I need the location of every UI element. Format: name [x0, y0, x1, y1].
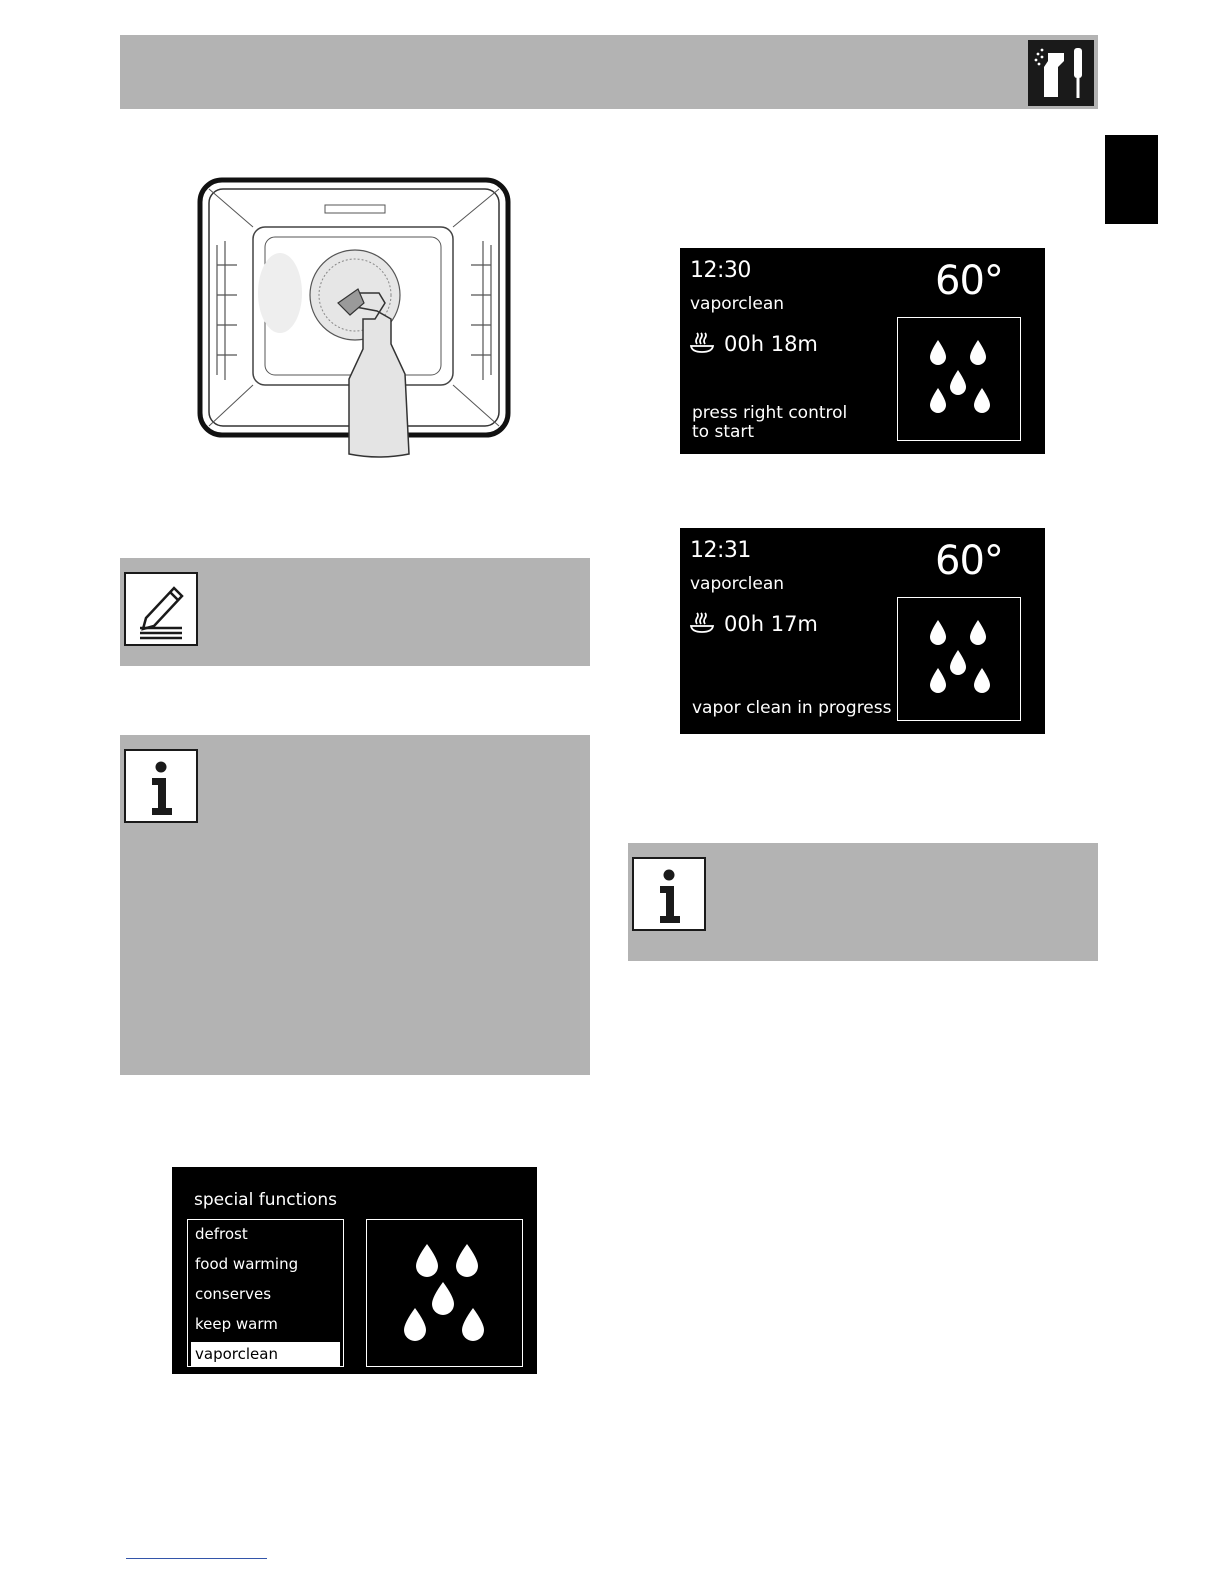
menu-title: special functions — [194, 1190, 338, 1210]
special-functions-display — [172, 1167, 537, 1374]
display-function-name: vaporclean — [690, 294, 785, 314]
menu-item-defrost[interactable]: defrost — [195, 1225, 248, 1243]
water-drops-icon — [897, 597, 1021, 721]
note-box — [120, 558, 590, 666]
chapter-side-tab — [1105, 135, 1158, 224]
display-status — [692, 404, 892, 442]
section-header-bar — [120, 35, 1098, 109]
cleaning-spray-tool-icon — [1028, 40, 1094, 106]
info-icon — [632, 857, 706, 931]
display-time: 12:30 — [690, 258, 751, 283]
oven-display-start — [680, 248, 1045, 454]
display-duration: 00h 18m — [724, 332, 818, 356]
display-duration: 00h 17m — [724, 612, 818, 636]
steam-duration-icon — [689, 332, 715, 356]
footer-link-underline — [126, 1558, 267, 1559]
oven-interior-spray-bottle-illustration — [195, 175, 520, 490]
steam-duration-icon — [689, 612, 715, 636]
display-temperature: 60° — [935, 538, 1003, 584]
pencil-note-icon — [124, 572, 198, 646]
menu-item-conserves[interactable]: conserves — [195, 1285, 272, 1303]
water-drops-icon — [366, 1219, 523, 1367]
menu-item-vaporclean[interactable]: vaporclean — [191, 1342, 340, 1366]
menu-list — [187, 1219, 344, 1367]
menu-item-food-warming[interactable]: food warming — [195, 1255, 299, 1273]
info-box — [628, 843, 1098, 961]
display-function-name: vaporclean — [690, 574, 785, 594]
display-status-line: vapor clean in progress — [692, 698, 892, 718]
info-box — [120, 735, 590, 1075]
oven-display-progress — [680, 528, 1045, 734]
water-drops-icon — [897, 317, 1021, 441]
display-status-line: press right control — [692, 403, 848, 423]
menu-item-keep-warm[interactable]: keep warm — [195, 1315, 278, 1333]
display-temperature: 60° — [935, 258, 1003, 304]
display-time: 12:31 — [690, 538, 751, 563]
display-status-line: to start — [692, 422, 755, 442]
display-status — [692, 699, 892, 718]
info-icon — [124, 749, 198, 823]
